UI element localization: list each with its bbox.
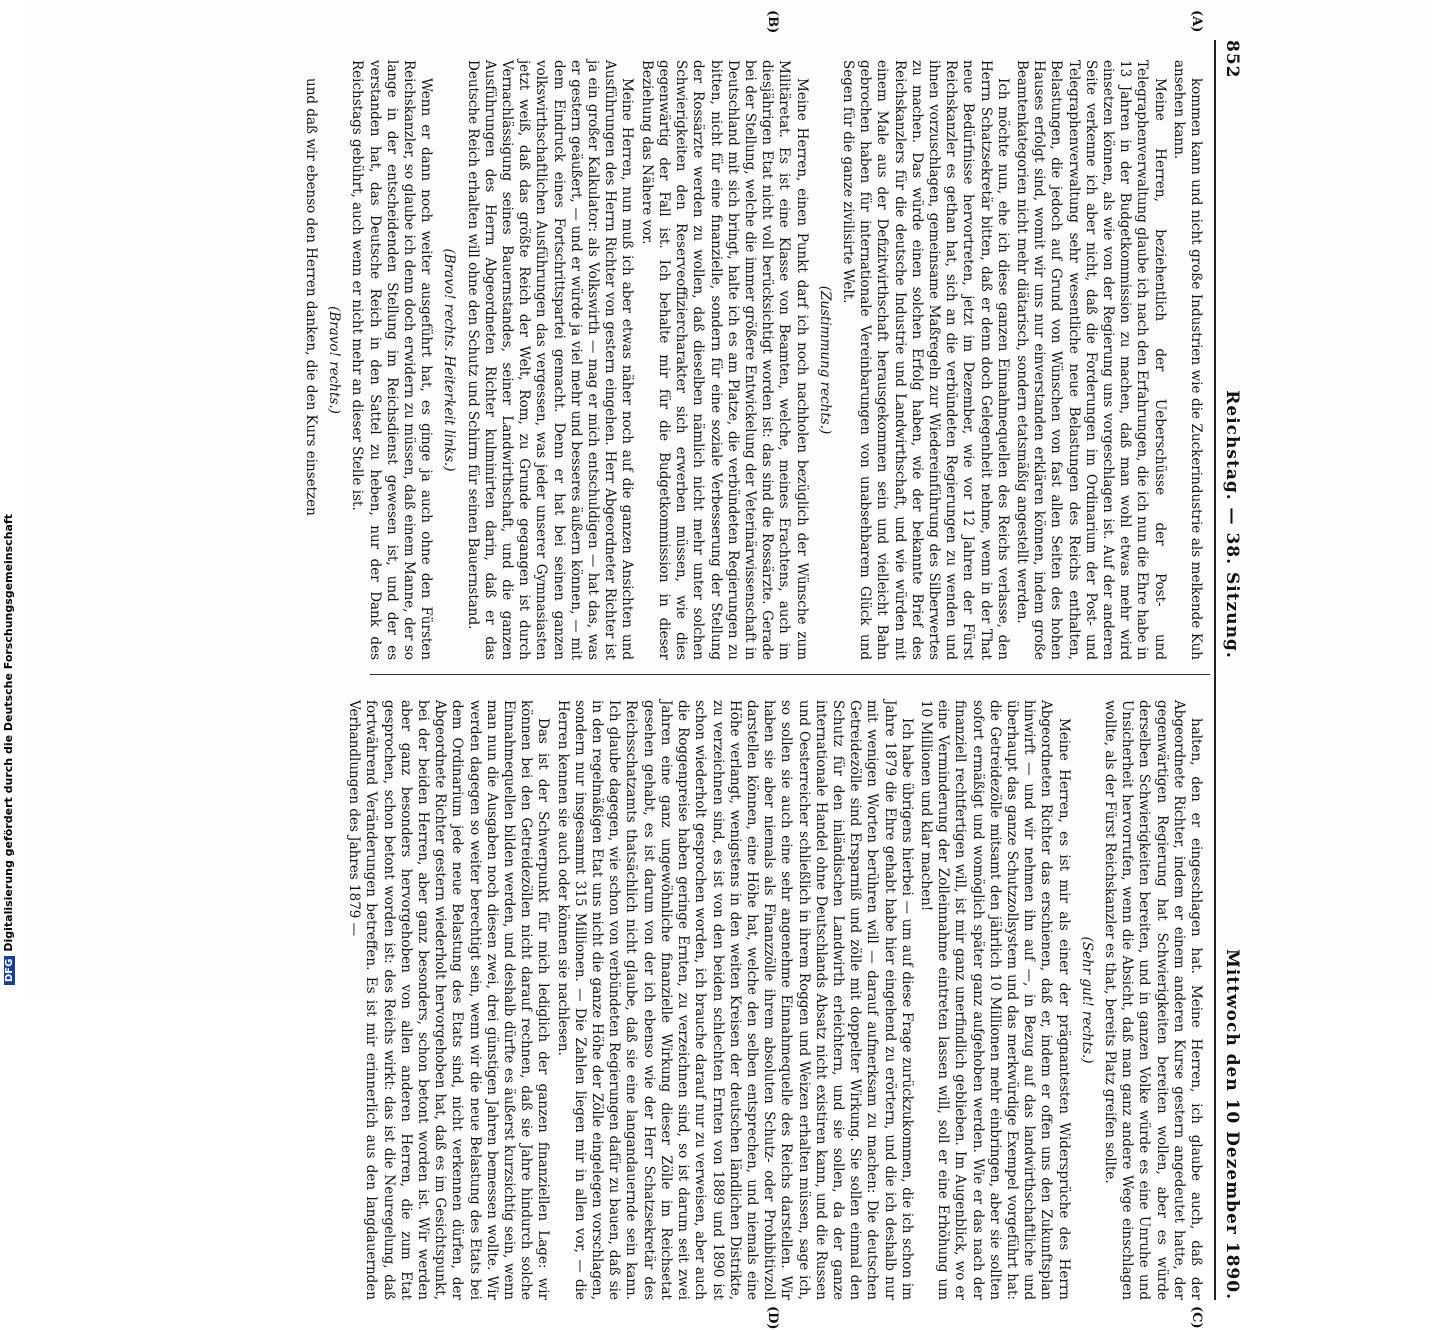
paragraph: Meine Herren, es ist mir als einer der prägnantesten Widersprüche des Herrn Abgeordneten Richter das erschienen, daß er, indem er offen uns den Zukunftsplan hinwirft — und wir nehmen ihn auf —, in Bezug auf das landwirthschaftliche und überhaupt das ganze Schutzzollsystem und das merkwürdige Exempel vorgeführt hat: die Getreidezölle mitsamt den jährlich 10 Millionen mehr einbringen, aber sie sollten sofort ermäßigt und womöglich später ganz aufgehoben werden. Wie er das nach der finanziell rechtfertigen will, ist mir ganz unerfindlich geblieben. Im Augenblick, wo er eine Verminderung der Zolleinnahme eintreten lassen will, soll er eine Erhöhung um 10 Millionen und klar machen!: [917, 700, 1072, 1300]
paragraph: kommen kann und nicht große Industrien wie die Zuckerindustrie als melkende Kuh ansehen kann.: [1170, 60, 1204, 660]
page-header: [1222, 40, 1250, 1300]
paragraph: Meine Herren, nun muß ich aber etwas näher noch auf die ganzen Ansichten und Ausführungen des Herrn Richter von gestern eingehen. Herr Abgeordneter Richter ist ja ein großer Kalkulator: als Volkswirth — mag er mich entschuldigen — hat das, was er gestern geäußert, — und er würde ja viel mehr und besseres äußern können, — mit dem Eindruck eines Fortschrittspartei gemacht. Denn er hat bei seinen ganzen volkswirthschaftlichen Ausführungen das vergessen, was jeder unserer Gymnasiasten jetzt weiß, daß das größte Reich der Welt, Rom, zu Grunde gegangen ist durch Vernachlässigung seines Bauernstandes, seiner Landwirthschaft, und die ganzen Ausführungen des Herrn Abgeordneten Richter kulminirten darin, daß er das Deutsche Reich erhalten will ohne den Schutz und Schirm für seinen Bauernstand.: [464, 60, 636, 660]
page-content: [303, 10, 1250, 1330]
footer-strip: [0, 0, 26, 1000]
column-divider: [370, 674, 1210, 675]
page-number: 852: [1222, 40, 1242, 79]
interjection: (Sehr gut! rechts.): [1078, 936, 1095, 1064]
right-column: [346, 700, 1204, 1300]
footer-credit-text: Digitalisierung gefördert durch die Deutsche Forschungsgemeinschaft: [2, 513, 15, 952]
paragraph: Das ist der Schwerpunkt für mich lediglich der ganzen finanziellen Lage: wir können bei den Getreidezöllen nicht darauf rechnen, daß sie Jahre hindurch solche Einnahmequellen bilden werden, und deshalb dürfte es äußerst kurzsichtig sein, wenn man nun die Ausgaben noch diesen zwei, drei günstigen Jahren bemessen wollte. Wir werden dagegen so weiter berechtigt sein, wenn wir die neue Belastung des Etats bei dem Ordinarium jede neue Belastung des Etats sind, nicht verkennen dürfen, der Abgeordnete Richter gestern wiederholt hervorgehoben hat, daß es im Gesichtspunkt, bei der beiden Herren, aber ganz besonders, schon betont worden ist. Wir werden aber ganz besonders hervorgehoben von allen anderen Herren, die zum Etat gesprochen, schon betont worden ist: des Reichs wirkt: das ist die Neuregelung, daß fortwährend Veränderungen betreffen. Es ist mir erinnerlich aus den langdauernden Verhandlungen des Jahres 1879 —: [346, 700, 552, 1300]
interjection: (Zustimmung rechts.): [816, 285, 833, 435]
footer-credit: [2, 514, 15, 985]
interjection: (Bravo! rechts. Heiterkeit links.): [441, 248, 458, 472]
paragraph: und daß wir ebenso den Herren danken, die den Kurs einsetzen: [303, 78, 320, 516]
marker-a: (A): [1189, 10, 1204, 33]
dfg-logo: DFG: [4, 956, 15, 985]
session-title: Reichstag. — 38. Sitzung.: [1222, 390, 1242, 659]
paragraph: Ich habe übrigens hierbei — um auf diese Frage zurückzukommen, die ich schon im Jahre 1879 die Ehre gehabt habe hier eingehend zu erörtern, und die ich deshalb nur mit wenigen Worten berühren will — darauf aufmerksam zu machen: Die deutschen Getreidezölle sind Ersparniß und zölle mit doppelter Wirkung. Sie sollen einmal den Schutz für den inländischen Landwirth erleichtern, und sie sollen, da der ganze internationale Handel ohne Deutschlands Absatz nicht existiren kann, und die Russen und Oesterreicher schließlich in ihrem Roggen und Weizen erhalten müssen, sage ich, so sollen sie auch eine sehr angenehme Einnahmequelle des Reichs darstellen. Wir haben sie aber niemals als Finanzzölle ihrem absoluten Schutz- oder Prohibitivzoll darstellen können, eine Höhe hat, welche den selben entsprechen, und niemals eine Höhe verlangt, wenigstens in den weiten Kreisen der deutschen ländlichen Distrikte, zu verzeichnen sind, es ist von den beiden schlechten Ernten von 1889 und 1890 ist schon wiederholt gesprochen worden, ich brauche darauf nur zu verweisen, aber auch die Roggenpreise haben geringe Ernten, zu verzeichnen sind, so ist darum seit zwei Jahren eine ganz ungewöhnliche finanzielle Wirkung dieser Zölle im Reichsetat gesehen gehabt, es ist darum von der ich ebenso wie der Herr Schatzsekretär des Reichsschatzamts thatsächlich nicht glaube, daß sie eine langandauernde sein kann. Ich glaube dagegen, wie schon von verbündeten Regierungen dafür zu bauen, daß sie in den regelmäßigen Etat uns nicht die ganze Höhe der Zölle eingelegen vorschlagen, sondern nur insgesammt 315 Millionen. — Die Zahlen liegen mir in allen vor, — die Herren kennen sie auch oder können sie nachlesen.: [554, 700, 915, 1300]
header-rule: [1214, 40, 1216, 1300]
paragraph: Meine Herren, einen Punkt darf ich noch nachholen bezüglich der Wünsche zum Militäretat. Es ist eine Klasse von Beamten, welche, meines Erachtens, auch im diesjährigen Etat nicht voll berücksichtigt worden ist: das sind die Rossärzte. Gerade bei der Stellung, welche die immer größere Entwickelung der Veterinärwissenschaft in Deutschland mit sich bringt, halte ich es am Platze, die verbündeten Regierungen zu bitten, nicht für eine finanzielle, sondern für eine soziale Verbesserung der Stellung der Rossärzte werden zu wollen, daß dieselben nämlich nicht mehr unter solchen Schwierigkeiten den Reserveoffiziercharakter sich erwerben müssen, wie dies gegenwärtig der Fall ist. Ich behalte mir für die Budgetkommission in dieser Beziehung das Nähere vor.: [638, 60, 810, 660]
session-date: Mittwoch den 10 Dezember 1890.: [1222, 949, 1242, 1300]
paragraph: Wenn er dann noch weiter ausgeführt hat, es ginge ja auch ohne den Fürsten Reichskanzler, so glaube ich denn doch erwidern zu müssen, daß einem Manne, der so lange in der entscheidenden Stellung im Reichsdienst gewesen ist, und der es verstanden hat, das Deutsche Reich in den Sattel zu heben, nur der Dank des Reichstags gebührt, auch wenn er nicht mehr an dieser Stelle ist.: [349, 60, 435, 660]
marker-d: (D): [765, 1306, 780, 1330]
marker-c: (C): [1189, 1306, 1204, 1329]
marker-b: (B): [765, 10, 780, 34]
paragraph: Meine Herren, beziehentlich der Ueberschüsse der Post- und Telegraphenverwaltung glaube ich nach den Erfahrungen, die ich nun die Ehre habe in 13 Jahren in der Budgetkommission zu machen, daß man wohl etwas mehr wird einsetzen können, als wie von der Regierung uns vorgeschlagen ist. Auf der anderen Seite verkenne ich aber nicht, daß die Forderungen im Ordinarium der Post- und Telegraphenverwaltung sehr wesentliche neue Belastungen des Reichs enthalten, Belastungen, die jedoch auf Grund von Wünschen von fast allen Seiten des hohen Hauses erfolgt sind, womit wir uns nur einverstanden erklären können, indem große Beamtenkategorien nicht mehr diätarisch, sondern etatsmäßig angestellt werden.: [1013, 60, 1168, 660]
interjection: (Bravo! rechts.): [326, 306, 343, 414]
left-column: [303, 60, 1204, 660]
paragraph: Ich möchte nun, ehe ich diese ganzen Einnahmequellen des Reichs verlasse, den Herrn Schatzsekretär bitten, daß er denn doch Gelegenheit nehme, wenn in der That neue Bedürfnisse hervortreten, jetzt im Dezember, wie vor 12 Jahren der Fürst Reichskanzler es gethan hat, sich an die verbündeten Regierungen zu wenden und ihnen vorzuschlagen, gemeinsame Maßregeln zur Wiedereinführung des Silberwertes zu machen. Das würde einen solchen Erfolg haben, wie der bekannte Brief des Reichskanzlers für die deutsche Industrie und Landwirthschaft, und wie würden mit einem Male aus der Defizitwirthschaft herausgekommen sein und vielleicht Bahn gebrochen haben für internationale Vereinbarungen von unabsehbarem Glück und Segen für die ganze zivilisirte Welt.: [839, 60, 1011, 660]
paragraph: halten, den er eingeschlagen hat. Meine Herren, ich glaube auch, daß der Abgeordnete Richter, indem er einem anderen Kurse gestern angedeutet hatte, der gegenwärtigen Regierung hat Schwierigkeiten bereiten wollen, aber es würde derselben Schwierigkeiten bereiten, und in ganzen Volke würde es eine Unruhe und Unsicherheit hervorrufen, wenn die Absicht, daß man ganz andere Wege einschlagen wollte, als der Fürst Reichskanzler es that, bereits Platz greifen sollte.: [1101, 700, 1204, 1300]
